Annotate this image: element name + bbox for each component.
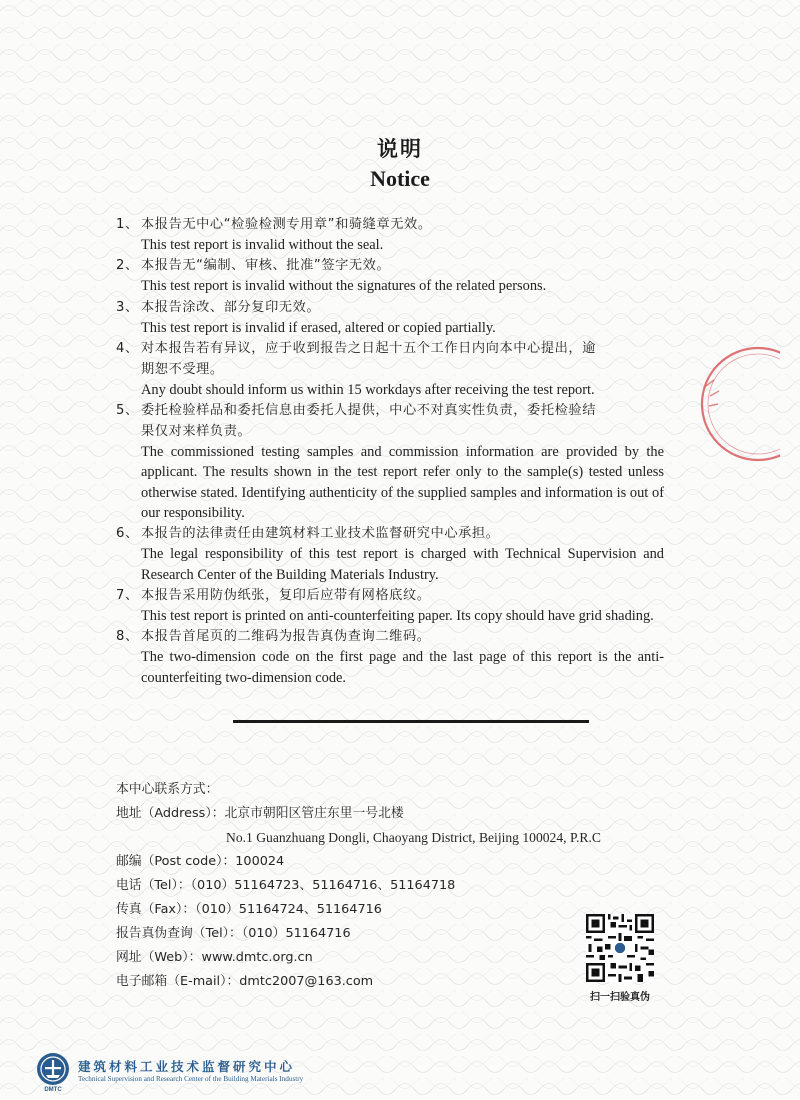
verification-qr-code[interactable] <box>586 914 654 982</box>
notice-item-2 <box>116 255 664 296</box>
item-text-cn: 本报告无“编制、审核、批准”签字无效。 <box>141 258 391 274</box>
footer-org-name-cn: 建筑材料工业技术监督研究中心 <box>78 1059 296 1074</box>
item-text-en: This test report is invalid without the seal. <box>141 237 384 253</box>
contact-heading: 本中心联系方式： <box>116 782 219 797</box>
qr-caption: 扫一扫验真伪 <box>590 992 650 1003</box>
notice-list <box>116 214 664 688</box>
notice-item-1 <box>116 214 664 255</box>
dmtc-logo-icon <box>36 1052 70 1086</box>
item-text-en: This test report is invalid without the signatures of the related persons. <box>141 278 547 295</box>
title-chinese: 说明 <box>377 136 423 161</box>
fax: 传真（Fax）：（010）51164724、51164716 <box>116 902 382 917</box>
item-number: 2、 <box>116 258 139 274</box>
address-cn: 地址（Address）：北京市朝阳区管庄东里一号北楼 <box>116 806 404 821</box>
item-text-cn: 本报告的法律责任由建筑材料工业技术监督研究中心承担。 <box>141 526 500 542</box>
notice-item-7 <box>116 585 664 626</box>
item-number: 1、 <box>116 217 139 232</box>
item-text-en: Any doubt should inform us within 15 workdays after receiving the test report. <box>141 381 595 398</box>
item-text-cn: 本报告首尾页的二维码为报告真伪查询二维码。 <box>141 629 431 645</box>
section-divider <box>233 720 589 723</box>
item-number: 4、 <box>116 340 139 356</box>
item-text-cn: 本报告涂改、部分复印无效。 <box>141 299 321 315</box>
item-number: 5、 <box>116 403 139 419</box>
item-text-cn-continued: 果仅对来样负责。 <box>141 424 252 440</box>
notice-item-8 <box>116 626 664 688</box>
item-text-cn: 本报告采用防伪纸张，复印后应带有网格底纹。 <box>141 587 431 603</box>
contact-info <box>116 778 636 994</box>
item-text-en: The commissioned testing samples and commission information are provided by the applicant. The results shown in the test report refer only to the sample(s) tested unless otherwise stated. Identifying authenticity of the supplied samples and information is out of our responsibility. <box>141 444 664 522</box>
item-text-en: This test report is invalid if erased, altered or copied partially. <box>141 319 496 336</box>
item-text-cn-continued: 期恕不受理。 <box>141 361 224 377</box>
item-number: 6、 <box>116 526 139 542</box>
item-number: 8、 <box>116 629 139 645</box>
red-seal-stamp <box>640 340 780 480</box>
item-number: 3、 <box>116 299 139 315</box>
logo-text: DMTC <box>44 1087 62 1093</box>
address-en: No.1 Guanzhuang Dongli, Chaoyang District, Beijing 100024, P.R.C <box>226 830 601 845</box>
website: 网址（Web）：www.dmtc.org.cn <box>116 950 313 965</box>
item-text-en: The legal responsibility of this test report is charged with Technical Supervision and Research Center of the Building Materials Industry. <box>141 546 664 583</box>
email: 电子邮箱（E-mail）：dmtc2007@163.com <box>116 974 374 989</box>
item-text-cn: 本报告无中心“检验检测专用章”和骑缝章无效。 <box>141 217 432 232</box>
item-text-cn: 委托检验样品和委托信息由委托人提供，中心不对真实性负责，委托检验结 <box>141 403 596 419</box>
item-number: 7、 <box>116 587 139 603</box>
item-text-en: The two-dimension code on the first page and the last page of this report is the anti-counterfeiting two-dimension code. <box>141 649 664 686</box>
notice-item-4 <box>116 338 664 400</box>
telephone: 电话（Tel）：（010）51164723、51164716、51164718 <box>116 878 456 893</box>
postcode: 邮编（Post code）：100024 <box>116 854 285 869</box>
item-text-en: This test report is printed on anti-counterfeiting paper. Its copy should have grid shading. <box>141 607 654 624</box>
title-english: Notice <box>370 166 430 191</box>
notice-item-3 <box>116 297 664 338</box>
item-text-cn: 对本报告若有异议，应于收到报告之日起十五个工作日内向本中心提出，逾 <box>141 340 596 356</box>
notice-item-6 <box>116 523 664 585</box>
footer-org-name-en: Technical Supervision and Research Center of the Building Materials Industry <box>78 1075 304 1083</box>
verification-telephone: 报告真伪查询（Tel）：（010）51164716 <box>116 926 351 941</box>
notice-item-5 <box>116 400 664 523</box>
